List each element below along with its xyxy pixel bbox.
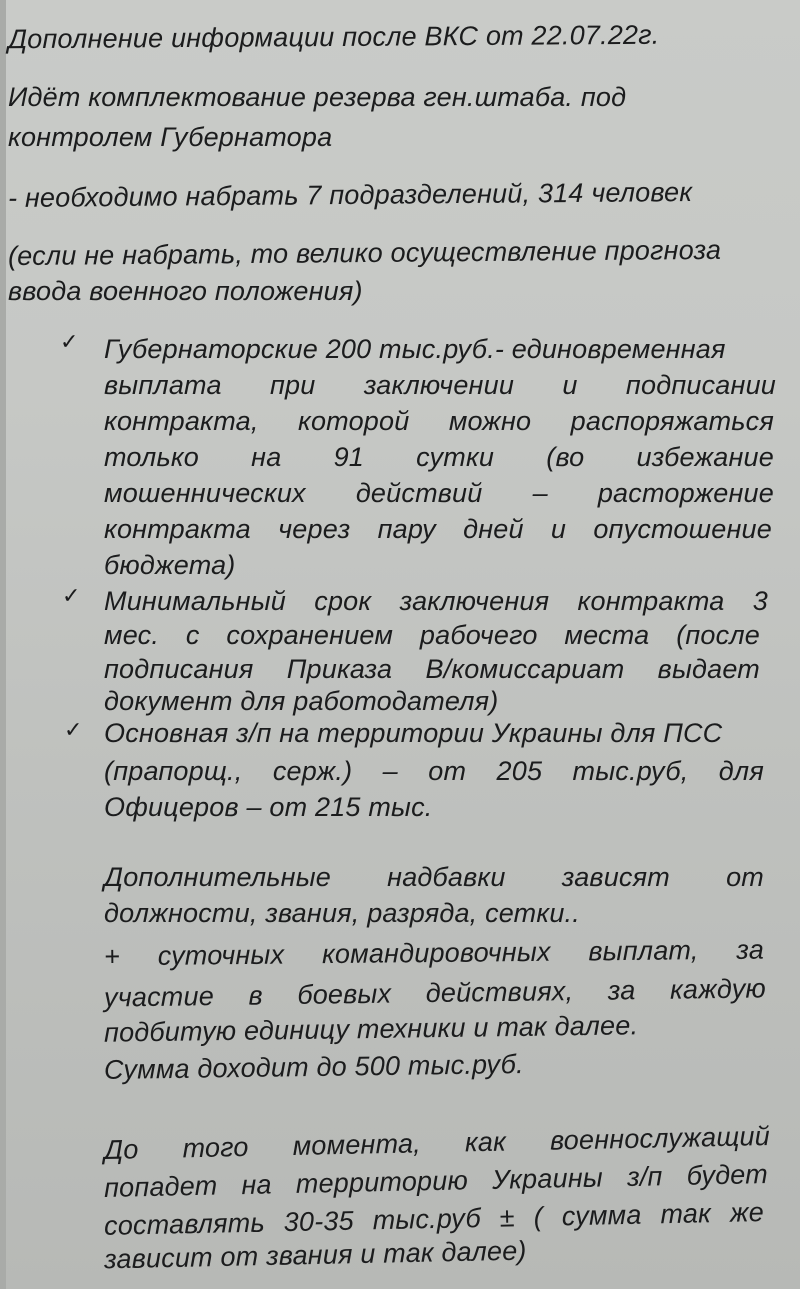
- checkmark-icon: ✓: [62, 584, 81, 609]
- extra-line-5: подбитую единицу техники и так далее.: [103, 1010, 639, 1048]
- bullet-1-line-6: [104, 514, 772, 545]
- word: серж.): [272, 756, 353, 786]
- word: военнослужащий: [549, 1121, 771, 1156]
- word: сутки: [416, 442, 495, 472]
- word: момента,: [292, 1128, 422, 1162]
- checkmark-icon: ✓: [60, 330, 79, 355]
- bullet-1-line-2: [104, 370, 776, 401]
- word: командировочных: [321, 936, 551, 970]
- word: контракта,: [104, 406, 259, 436]
- word: за: [736, 934, 765, 965]
- word: Минимальный: [104, 586, 286, 616]
- word: рабочего: [419, 620, 538, 650]
- word: и: [550, 514, 567, 544]
- word: только: [104, 442, 200, 472]
- word: подписания: [104, 654, 254, 684]
- word: 30-35: [283, 1205, 355, 1238]
- word: каждую: [669, 973, 767, 1005]
- extra-line-4: [104, 973, 766, 1013]
- word: срок: [314, 586, 372, 616]
- word: как: [464, 1126, 507, 1158]
- word: боевых: [297, 978, 392, 1010]
- word: же: [729, 1197, 765, 1228]
- word: (во: [546, 442, 585, 472]
- word: пару: [377, 514, 436, 544]
- word: выдает: [657, 654, 760, 684]
- bullet-2-line-2: [104, 620, 760, 651]
- word: сохранением: [226, 620, 394, 650]
- word: в: [248, 980, 263, 1011]
- bullet-2-line-3: [104, 654, 760, 685]
- word: через: [278, 514, 351, 544]
- word: составлять: [103, 1207, 266, 1241]
- word: (после: [676, 620, 760, 650]
- bullet-1-line-4: [104, 442, 774, 473]
- word: 91: [333, 442, 365, 472]
- word: опустошение: [593, 514, 772, 544]
- intro-line-1: Идёт комплектование резерва ген.штаба. под: [8, 82, 627, 112]
- word: и: [562, 370, 578, 400]
- extra-line-2: должности, звания, разряда, сетки..: [104, 898, 580, 928]
- final-line-3: [104, 1197, 765, 1242]
- word: –: [532, 478, 548, 508]
- extra-line-1: [104, 862, 764, 893]
- word: места: [564, 620, 650, 650]
- word: того: [182, 1131, 249, 1164]
- word: так: [660, 1198, 712, 1230]
- word: выплата: [104, 370, 222, 400]
- word: ±: [499, 1202, 516, 1233]
- extra-line-6: Сумма доходит до 500 тыс.руб.: [103, 1049, 524, 1085]
- word: Дополнительные: [104, 862, 331, 892]
- word: дней: [463, 514, 524, 544]
- word: 3: [752, 586, 768, 616]
- word: попадет: [103, 1170, 218, 1203]
- word: на: [251, 442, 282, 472]
- word: за: [607, 975, 636, 1006]
- word: +: [103, 941, 121, 972]
- word: 205: [496, 756, 543, 786]
- word: Приказа: [286, 654, 393, 684]
- word: мес.: [104, 620, 160, 650]
- warning-line-1: (если не набрать, то велико осуществление прогноза: [7, 234, 722, 272]
- word: В/комиссариат: [425, 654, 625, 684]
- bullet-3-line-1: Основная з/п на территории Украины для ПСС: [104, 718, 723, 748]
- word: территорию: [295, 1165, 469, 1199]
- need-line: - необходимо набрать 7 подразделений, 314 человек: [7, 177, 693, 213]
- word: участие: [103, 981, 215, 1013]
- word: тыс.руб,: [572, 756, 689, 786]
- word: (: [533, 1201, 544, 1232]
- word: сумма: [561, 1199, 642, 1232]
- bullet-2-line-4: документ для работодателя): [104, 686, 499, 716]
- checkmark-icon: ✓: [64, 718, 83, 743]
- word: избежание: [636, 442, 774, 472]
- bullet-1-line-7: бюджета): [104, 550, 236, 580]
- word: Украины: [491, 1162, 604, 1195]
- word: з/п: [626, 1161, 663, 1192]
- word: на: [241, 1169, 273, 1201]
- word: с: [185, 620, 200, 650]
- word: заключении: [363, 370, 515, 400]
- word: –: [382, 756, 398, 786]
- document-title: Дополнение информации после ВКС от 22.07.22г.: [7, 19, 660, 55]
- final-line-1: [104, 1121, 771, 1166]
- word: выплат,: [588, 935, 699, 967]
- word: контракта: [104, 514, 251, 544]
- bullet-3-line-2: [104, 756, 764, 787]
- word: действий: [355, 478, 483, 508]
- word: от: [428, 756, 467, 786]
- word: подписании: [625, 370, 776, 400]
- word: от: [726, 862, 764, 892]
- extra-line-3: [104, 935, 764, 973]
- final-line-4: зависит от звания и так далее): [103, 1235, 527, 1275]
- word: суточных: [157, 939, 285, 971]
- word: До: [103, 1134, 139, 1165]
- word: тыс.руб: [372, 1203, 482, 1236]
- word: надбавки: [387, 862, 506, 892]
- word: при: [270, 370, 316, 400]
- word: контракта: [577, 586, 725, 616]
- word: для: [718, 756, 764, 786]
- warning-line-2: ввода военного положения): [8, 276, 363, 306]
- word: действиях,: [425, 976, 574, 1009]
- final-line-2: [104, 1159, 769, 1204]
- bullet-3-line-3: Офицеров – от 215 тыс.: [104, 792, 433, 822]
- word: распоряжаться: [570, 406, 774, 436]
- word: зависят: [561, 862, 670, 892]
- word: мошеннических: [104, 478, 306, 508]
- word: расторжение: [597, 478, 774, 508]
- bullet-1-line-3: [104, 406, 774, 437]
- word: которой: [298, 406, 410, 436]
- word: можно: [448, 406, 532, 436]
- word: заключения: [399, 586, 550, 616]
- intro-line-2: контролем Губернатора: [8, 122, 333, 152]
- word: будет: [686, 1159, 769, 1191]
- bullet-1-line-5: [104, 478, 774, 509]
- bullet-2-line-1: [104, 586, 768, 617]
- word: (прапорщ.,: [104, 756, 243, 786]
- bullet-1-line-1: Губернаторские 200 тыс.руб.- единовременная: [104, 334, 726, 364]
